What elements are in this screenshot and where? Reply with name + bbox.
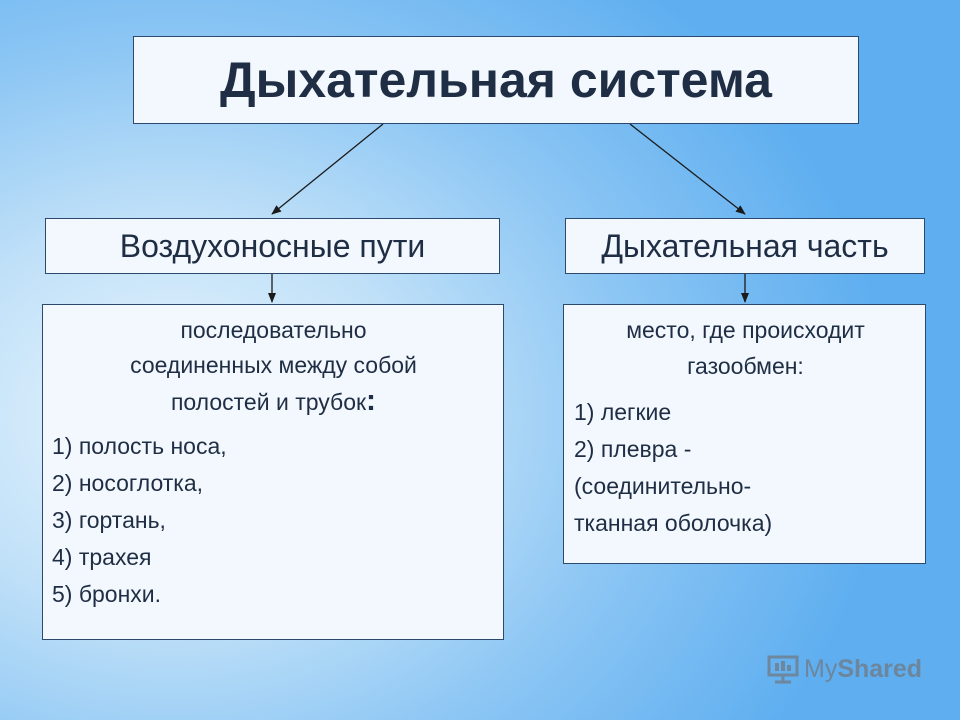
left-detail-box (42, 304, 504, 640)
left-intro-line: полостей и трубок (170, 389, 367, 415)
left-intro-line: соединенных между собой (130, 352, 417, 378)
list-item: 4) трахея (52, 544, 152, 570)
list-item: 3) гортань, (52, 507, 166, 533)
left-item-list (52, 428, 495, 613)
left-intro-colon: : (366, 384, 377, 417)
watermark-shared: Shared (837, 654, 923, 683)
right-detail-box (563, 304, 926, 564)
left-heading: Воздухоносные пути (119, 227, 426, 264)
list-item: 5) бронхи. (52, 581, 162, 607)
right-intro (574, 312, 917, 384)
left-intro-line: последовательно (180, 317, 367, 343)
watermark-my: My (804, 654, 838, 683)
list-item: 1) полость носа, (52, 433, 227, 459)
list-item: тканная оболочка) (574, 510, 773, 536)
left-heading-box (45, 218, 500, 274)
list-item: 2) плевра - (574, 436, 692, 462)
presentation-board-icon (766, 654, 800, 684)
arrow-title-to-left (272, 124, 383, 214)
right-intro-line: газообмен: (687, 353, 804, 379)
right-heading-box (565, 218, 925, 274)
arrow-title-to-right (630, 124, 745, 214)
right-item-list (574, 394, 917, 542)
right-heading: Дыхательная часть (601, 227, 889, 264)
list-item: 1) легкие (574, 399, 672, 425)
title-box (133, 36, 859, 124)
left-intro (52, 313, 495, 420)
list-item: (соединительно- (574, 473, 752, 499)
list-item: 2) носоглотка, (52, 470, 204, 496)
right-intro-line: место, где происходит (626, 317, 865, 343)
diagram-title: Дыхательная система (220, 52, 772, 108)
myshared-watermark (766, 654, 922, 684)
